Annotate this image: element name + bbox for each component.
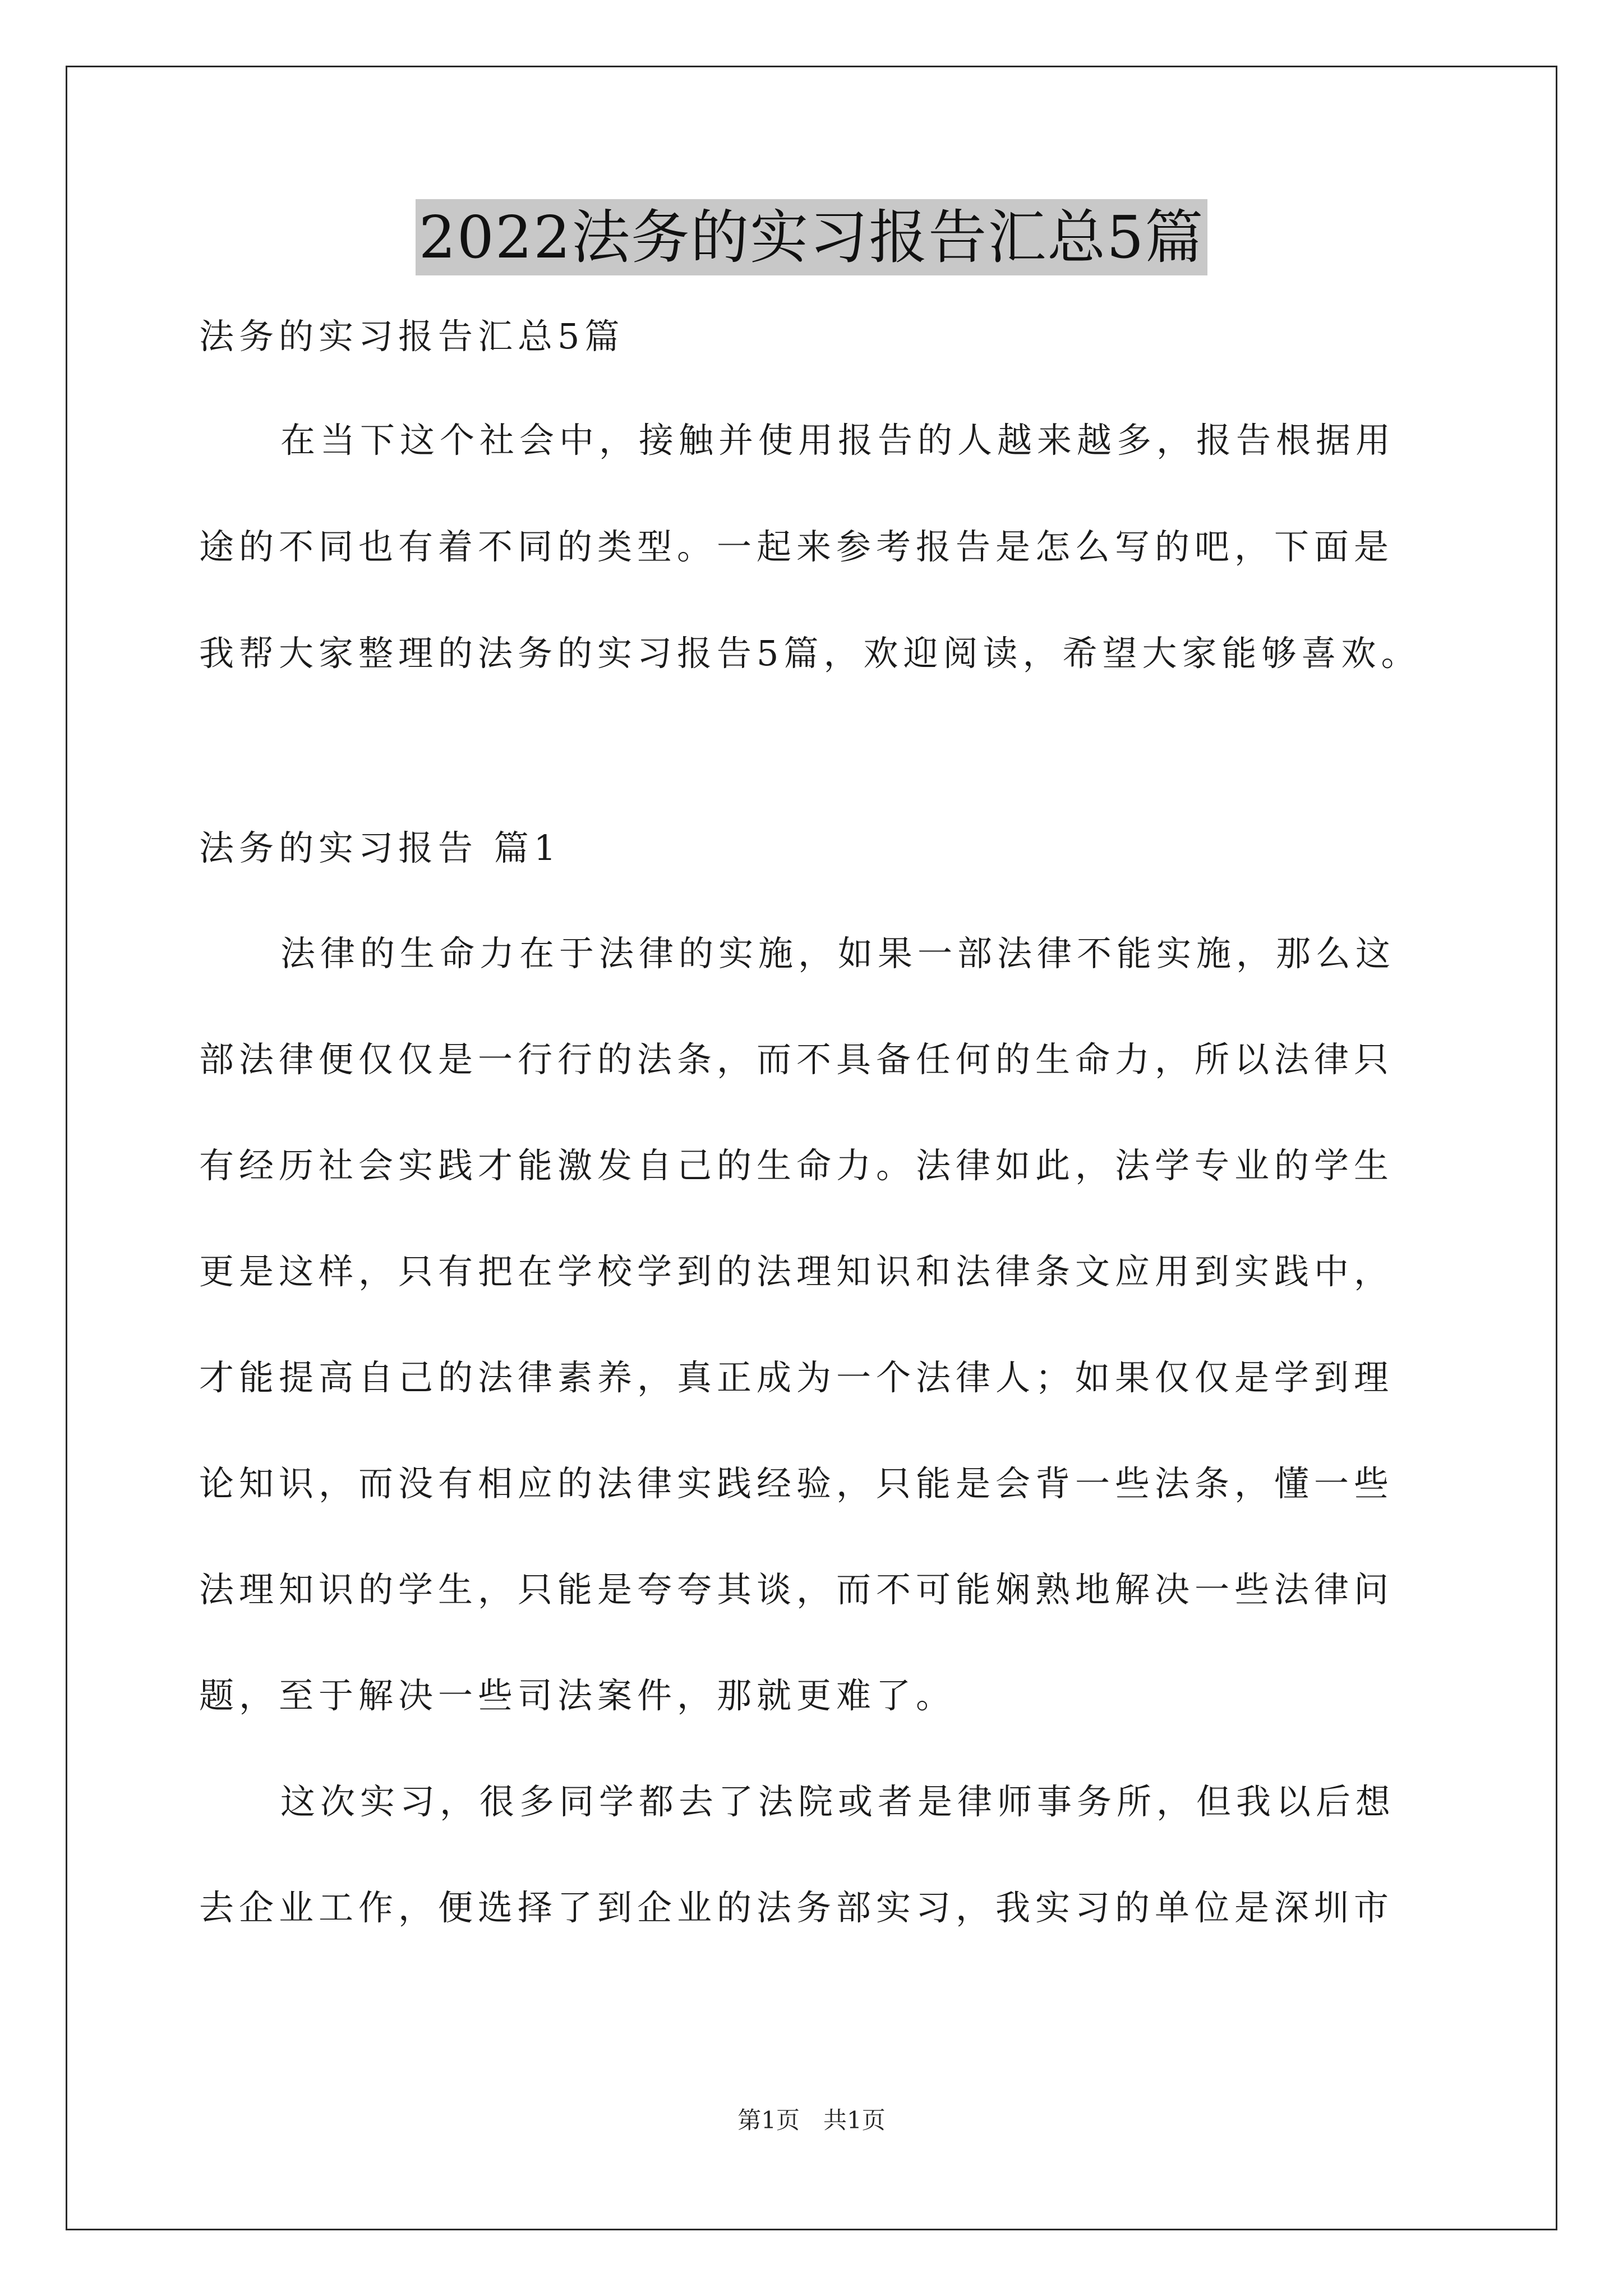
paragraph-line: 法理知识的学生，只能是夸夸其谈，而不可能娴熟地解决一些法律问 (199, 1569, 1394, 1610)
paragraph-line: 才能提高自己的法律素养，真正成为一个法律人；如果仅仅是学到理 (199, 1357, 1394, 1398)
paragraph-line: 法律的生命力在于法律的实施，如果一部法律不能实施，那么这 (280, 933, 1396, 974)
paragraph-line: 题，至于解决一些司法案件，那就更难了。 (199, 1675, 956, 1716)
document-title (0, 199, 1623, 275)
page-footer: 第1页 共1页 (737, 2106, 886, 2134)
document-title-text: 2022法务的实习报告汇总5篇 (416, 199, 1208, 275)
paragraph-line: 去企业工作，便选择了到企业的法务部实习，我实习的单位是深圳市 (199, 1887, 1394, 1928)
paragraph-line: 这次实习，很多同学都去了法院或者是律师事务所，但我以后想 (280, 1781, 1396, 1822)
paragraph-line: 更是这样，只有把在学校学到的法理知识和法律条文应用到实践中， (199, 1251, 1394, 1292)
paragraph-line: 途的不同也有着不同的类型。一起来参考报告是怎么写的吧，下面是 (199, 526, 1394, 567)
paragraph-line: 有经历社会实践才能激发自己的生命力。法律如此，法学专业的学生 (199, 1145, 1394, 1186)
section-heading: 法务的实习报告 篇1 (199, 827, 561, 868)
paragraph-line: 在当下这个社会中，接触并使用报告的人越来越多，报告根据用 (280, 420, 1396, 461)
document-subtitle: 法务的实习报告汇总5篇 (199, 316, 625, 357)
paragraph-line: 部法律便仅仅是一行行的法条，而不具备任何的生命力，所以法律只 (199, 1039, 1394, 1080)
paragraph-line: 论知识，而没有相应的法律实践经验，只能是会背一些法条，懂一些 (199, 1463, 1394, 1504)
paragraph-line: 我帮大家整理的法务的实习报告5篇，欢迎阅读，希望大家能够喜欢。 (199, 633, 1421, 674)
